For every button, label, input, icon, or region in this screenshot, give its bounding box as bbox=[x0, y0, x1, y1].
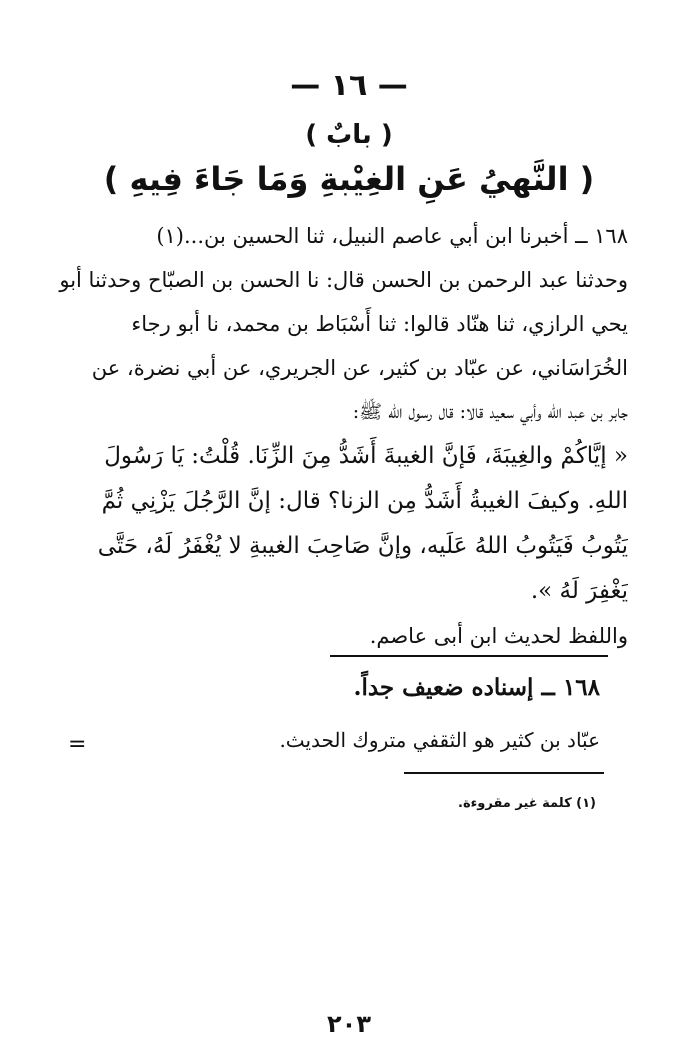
section-label: ( بابٌ ) bbox=[305, 120, 393, 150]
hadith-line: « إيَّاكُمْ والغِيبَةَ، فَإنَّ الغيبةَ أَشَدُّ مِنَ الزِّنَا. قُلْتُ: يَا رَسُولَ bbox=[104, 443, 628, 469]
commentary-text: عبّاد بن كثير هو الثقفي متروك الحديث. bbox=[279, 728, 600, 752]
chapter-title: ( النَّهيُ عَنِ الغِيْبةِ وَمَا جَاءَ فِيهِ ) bbox=[103, 160, 595, 198]
body-line: الخُرَاسَاني، عن عبّاد بن كثير، عن الجريري، عن أبي نضرة، عن bbox=[91, 356, 628, 380]
body-line: جابر بن عبد الله وأبي سعيد قالا: قال رسول الله ﷺ: bbox=[352, 401, 628, 423]
footnote: (١) كلمة غير مقروءة. bbox=[458, 796, 596, 811]
page-header-number: — ١٦ — bbox=[290, 68, 408, 103]
hadith-text-block bbox=[54, 214, 628, 658]
hadith-line: اللهِ. وكيفَ الغيبةُ أَشَدُّ مِن الزنا؟ قال: إنَّ الرَّجُلَ يَزْنِي ثُمَّ bbox=[101, 488, 628, 514]
body-line: ١٦٨ ــ أخبرنا ابن أبي عاصم النبيل، ثنا الحسين بن...(١) bbox=[156, 224, 628, 248]
body-line: وحدثنا عبد الرحمن بن الحسن قال: نا الحسن بن الصبّاح وحدثنا أبو bbox=[59, 268, 628, 292]
page-footer-number: ٢٠٣ bbox=[327, 1010, 371, 1038]
closing-line: واللفظ لحديث ابن أبى عاصم. bbox=[369, 624, 628, 648]
hadith-line: يَغْفِرَ لَهُ ». bbox=[530, 578, 628, 604]
continuation-mark: = bbox=[68, 732, 87, 757]
section-divider bbox=[330, 655, 608, 657]
hadith-line: يَتُوبُ فَيَتُوبُ اللهُ عَلَيه، وإنَّ صَاحِبَ الغيبةِ لا يُغْفَرُ لَهُ، حَتَّى bbox=[97, 533, 628, 559]
footnote-divider bbox=[404, 772, 604, 774]
commentary-heading: ١٦٨ ــ إسناده ضعيف جداً. bbox=[353, 674, 600, 701]
body-line: يحي الرازي، ثنا هنّاد قالوا: ثنا أَسْبَاط بن محمد، نا أبو رجاء bbox=[131, 312, 628, 336]
